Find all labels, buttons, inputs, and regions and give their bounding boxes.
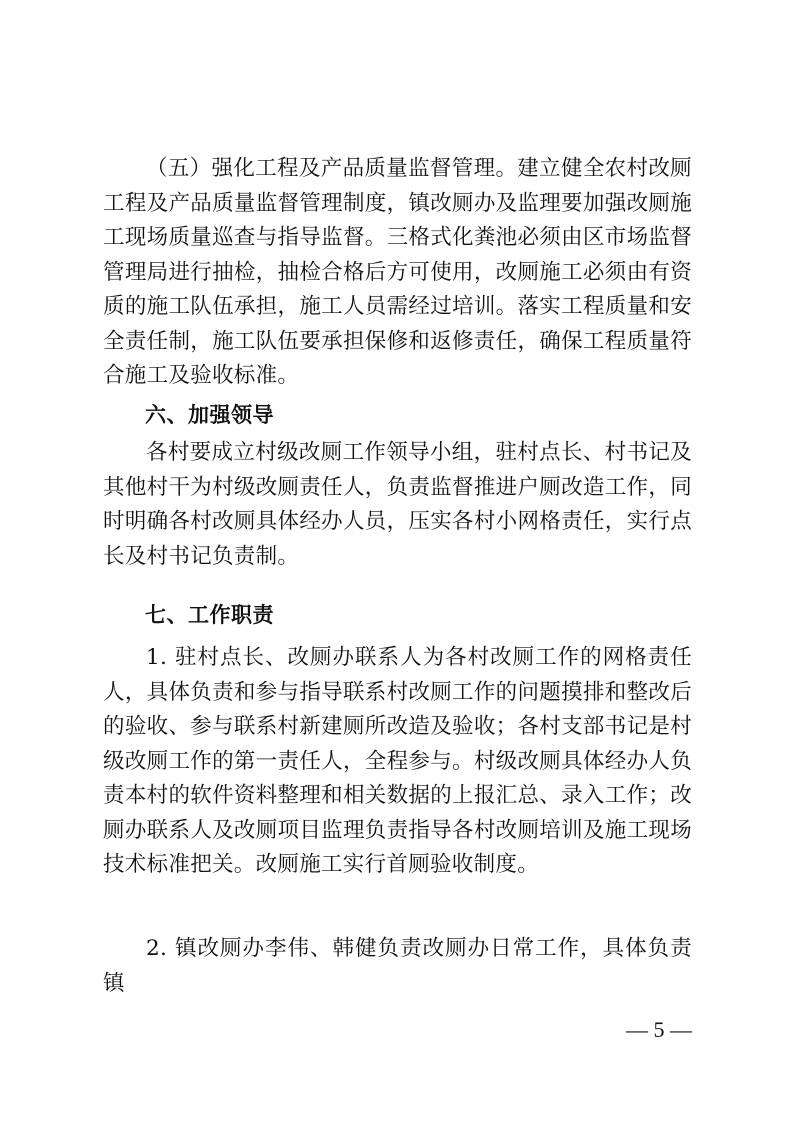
heading-duties: 七、工作职责 — [145, 603, 274, 627]
paragraph-quality-supervision: （五）强化工程及产品质量监督管理。建立健全农村改厕工程及产品质量监督管理制度，镇改厕办及监理要加强改厕施工现场质量巡查与指导监督。三格式化粪池必须由区市场监督管理局进行抽检，抽检合格后方可使用，改厕施工必须由有资质的施工队伍承担，施工人员需经过培训。落实工程质量和安全责任制，施工队伍要承担保修和返修责任，确保工程质量符合施工及验收标准。 — [103, 156, 692, 388]
paragraph-leadership: 各村要成立村级改厕工作领导小组，驻村点长、村书记及其他村干为村级改厕责任人，负责监督推进户厕改造工作，同时明确各村改厕具体经办人员，压实各村小网格责任，实行点长及村书记负责制。 — [103, 440, 692, 569]
heading-leadership: 六、加强领导 — [145, 403, 274, 427]
paragraph-duty-2: 2. 镇改厕办李伟、韩健负责改厕办日常工作，具体负责镇 — [103, 936, 692, 996]
paragraph-duty-1: 1. 驻村点长、改厕办联系人为各村改厕工作的网格责任人，具体负责和参与指导联系村改厕工作的问题摸排和整改后的验收、参与联系村新建厕所改造及验收；各村支部书记是村级改厕工作的第一责任人，全程参与。村级改厕具体经办人负责本村的软件资料整理和相关数据的上报汇总、录入工作；改厕办联系人及改厕项目监理负责指导各村改厕培训及施工现场技术标准把关。改厕施工实行首厕验收制度。 — [103, 645, 692, 877]
page-number: — 5 — — [626, 1017, 692, 1042]
